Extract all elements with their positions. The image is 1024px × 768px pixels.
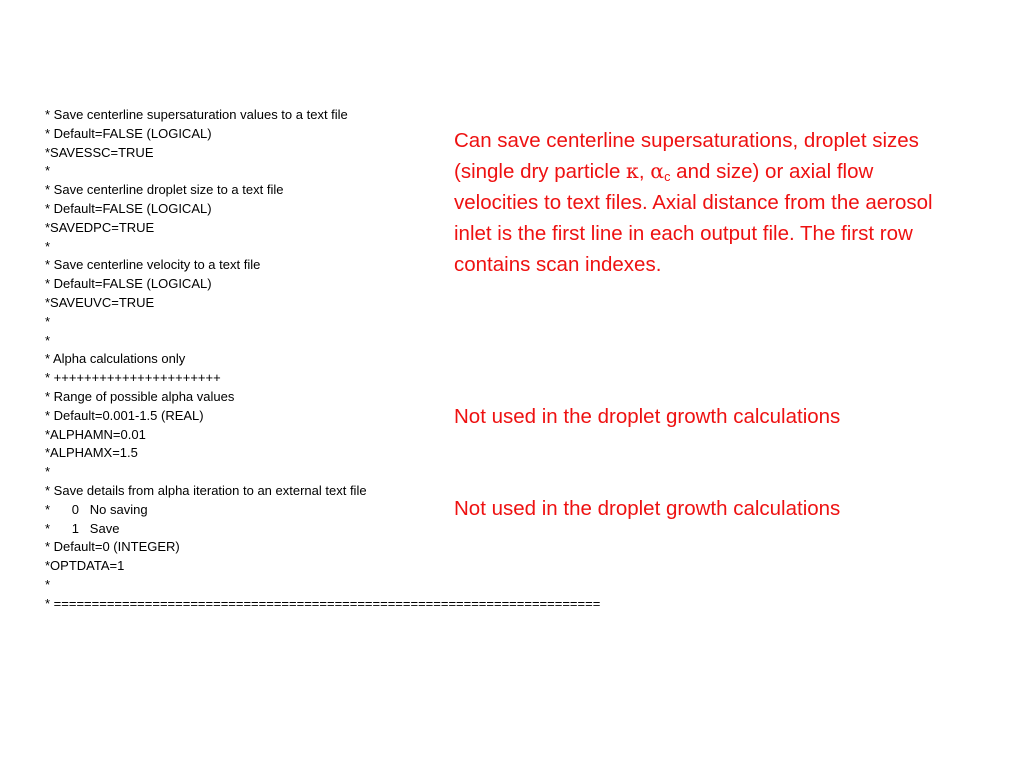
annotation-not-used-alpha-range: Not used in the droplet growth calculations (454, 405, 841, 428)
code-line: * Default=0.001-1.5 (REAL) (45, 407, 204, 423)
code-line: * (45, 332, 51, 348)
code-line: * 1 Save (45, 520, 120, 536)
code-line: *SAVEUVC=TRUE (45, 294, 155, 310)
code-line: * Save centerline supersaturation values to a text file (45, 107, 348, 122)
code-line: * ++++++++++++++++++++++ (45, 370, 221, 386)
code-line: * Alpha calculations only (45, 351, 186, 367)
code-line: * 0 No saving (45, 501, 148, 517)
kappa-symbol: κ (626, 159, 639, 183)
code-line: * ======================================================================== (45, 595, 601, 611)
annotation-separator: , (638, 160, 651, 183)
code-line: * (45, 313, 51, 329)
code-line: * (45, 576, 51, 592)
code-line: * (45, 464, 51, 480)
code-line: * Default=0 (INTEGER) (45, 539, 180, 555)
code-line: * Default=FALSE (LOGICAL) (45, 200, 212, 216)
annotation-not-used-optdata: Not used in the droplet growth calculations (454, 497, 841, 520)
code-line: *ALPHAMN=0.01 (45, 426, 146, 442)
annotation-save-outputs (454, 125, 954, 280)
code-line: *OPTDATA=1 (45, 558, 125, 574)
code-line: *ALPHAMX=1.5 (45, 445, 138, 461)
code-line: * Default=FALSE (LOGICAL) (45, 125, 212, 141)
alpha-symbol: α (650, 159, 665, 183)
code-line: * (45, 163, 51, 179)
code-line: * Save details from alpha iteration to an external text file (45, 482, 367, 498)
code-line: * Save centerline velocity to a text file (45, 257, 261, 273)
alpha-subscript: c (664, 169, 671, 185)
code-line: * Save centerline droplet size to a text file (45, 182, 284, 198)
annotation-text: Can save centerline supersaturations, droplet sizes (single dry particle (454, 129, 919, 183)
code-line: * Default=FALSE (LOGICAL) (45, 276, 212, 292)
code-line: *SAVESSC=TRUE (45, 144, 154, 160)
annotation-text: and size) or axial flow velocities to text files. Axial distance from the aerosol inlet is the first line in each output file. The first row contains scan indexes. (454, 160, 933, 276)
code-line: * (45, 238, 51, 254)
code-line: * Range of possible alpha values (45, 388, 235, 404)
code-line: *SAVEDPC=TRUE (45, 219, 155, 235)
